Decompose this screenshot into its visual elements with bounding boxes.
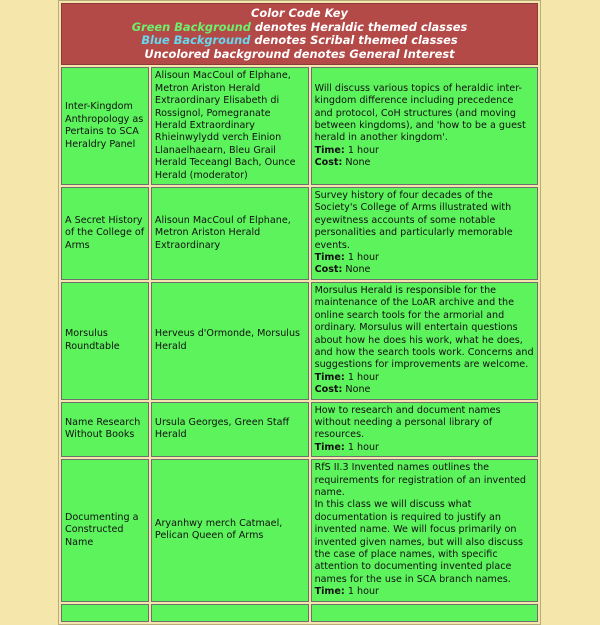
class-description-cell <box>311 187 538 280</box>
time-value: 1 hour <box>347 441 379 453</box>
cost-label: Cost: <box>314 157 343 169</box>
cost-value: None <box>345 157 371 169</box>
empty-cell <box>151 604 309 622</box>
time-value: 1 hour <box>347 252 379 264</box>
class-description-cell <box>311 67 538 185</box>
class-title: Morsulus Roundtable <box>61 282 149 400</box>
time-label: Time: <box>314 371 345 383</box>
class-row <box>61 282 538 400</box>
time-label: Time: <box>314 144 345 156</box>
class-description: In this class we will discuss what documentation is required to justify an invented name. We will focus primarily on invented given names, but will also discuss the case of place names, with specific attention to documenting invented place names for the use in SCA branch names. <box>314 499 524 585</box>
class-schedule-table <box>58 0 541 625</box>
time-line <box>315 372 534 384</box>
color-code-key <box>61 3 538 65</box>
cost-line <box>315 157 534 169</box>
cost-value: None <box>345 264 371 276</box>
key-general-line: Uncolored background denotes General Interest <box>144 46 455 61</box>
time-value: 1 hour <box>347 144 379 156</box>
class-row <box>61 187 538 280</box>
class-title: Documenting a Constructed Name <box>61 459 149 601</box>
time-value: 1 hour <box>347 371 379 383</box>
key-blue-text: denotes Scribal themed classes <box>254 33 458 48</box>
class-description-cell <box>311 459 538 601</box>
time-line <box>315 145 534 157</box>
time-line <box>315 586 534 598</box>
class-presenter: Aryanhwy merch Catmael, Pelican Queen of Arms <box>151 459 309 601</box>
page-wrapper <box>58 0 541 598</box>
class-description-cell <box>311 402 538 458</box>
cost-line <box>315 264 534 276</box>
class-title: A Secret History of the College of Arms <box>61 187 149 280</box>
cost-label: Cost: <box>314 264 343 276</box>
key-green-text: denotes Heraldic themed classes <box>254 19 468 34</box>
class-row <box>61 402 538 458</box>
cost-label: Cost: <box>314 384 343 396</box>
class-row-partial <box>61 604 538 622</box>
time-line <box>315 442 534 454</box>
cost-value: None <box>345 384 371 396</box>
class-presenter: Alisoun MacCoul of Elphane, Metron Ariston Herald Extraordinary Elisabeth di Rossignol, Pomegranate Herald Extraordinary Rhieinwylydd verch Einion Llanaelhaearn, Bleu Grail Herald Teceangl Bach, Ounce Herald (moderator) <box>151 67 309 185</box>
class-description: Survey history of four decades of the Society's College of Arms illustrated with eyewitness accounts of some notable personalities and particularly memorable events. <box>314 190 513 251</box>
class-row <box>61 459 538 601</box>
class-presenter: Herveus d'Ormonde, Morsulus Herald <box>151 282 309 400</box>
time-value: 1 hour <box>347 586 379 598</box>
time-label: Time: <box>314 252 345 264</box>
class-title: Name Research Without Books <box>61 402 149 458</box>
class-description: How to research and document names without needing a personal library of resources. <box>314 404 501 441</box>
key-green-label: Green Background <box>131 19 251 34</box>
class-title: Inter-Kingdom Anthropology as Pertains to SCA Heraldry Panel <box>61 67 149 185</box>
class-description: Morsulus Herald is responsible for the maintenance of the LoAR archive and the online search tools for the armorial and ordinary. Morsulus will entertain questions about how he does his work, what he does, and how the search tools work. Concerns and suggestions for improvements are welcome. <box>314 284 534 371</box>
key-blue-label: Blue Background <box>141 33 251 48</box>
empty-cell <box>311 604 538 622</box>
time-label: Time: <box>314 586 345 598</box>
cost-line <box>315 384 534 396</box>
color-key-row <box>61 3 538 65</box>
time-line <box>315 252 534 264</box>
empty-cell <box>61 604 149 622</box>
time-label: Time: <box>314 441 345 453</box>
class-description-cell <box>311 282 538 400</box>
class-description: RfS II.3 Invented names outlines the requirements for registration of an invented name. <box>314 462 526 498</box>
class-presenter: Ursula Georges, Green Staff Herald <box>151 402 309 458</box>
key-blue-line <box>64 34 535 48</box>
class-row <box>61 67 538 185</box>
class-presenter: Alisoun MacCoul of Elphane, Metron Ariston Herald Extraordinary <box>151 187 309 280</box>
class-description: Will discuss various topics of heraldic inter-kingdom difference including precedence and protocol, CoH structures (and moving between kingdoms), and 'how to be a guest herald in another kingdom'. <box>314 82 526 144</box>
key-title: Color Code Key <box>251 6 348 20</box>
key-green-line <box>64 21 535 35</box>
